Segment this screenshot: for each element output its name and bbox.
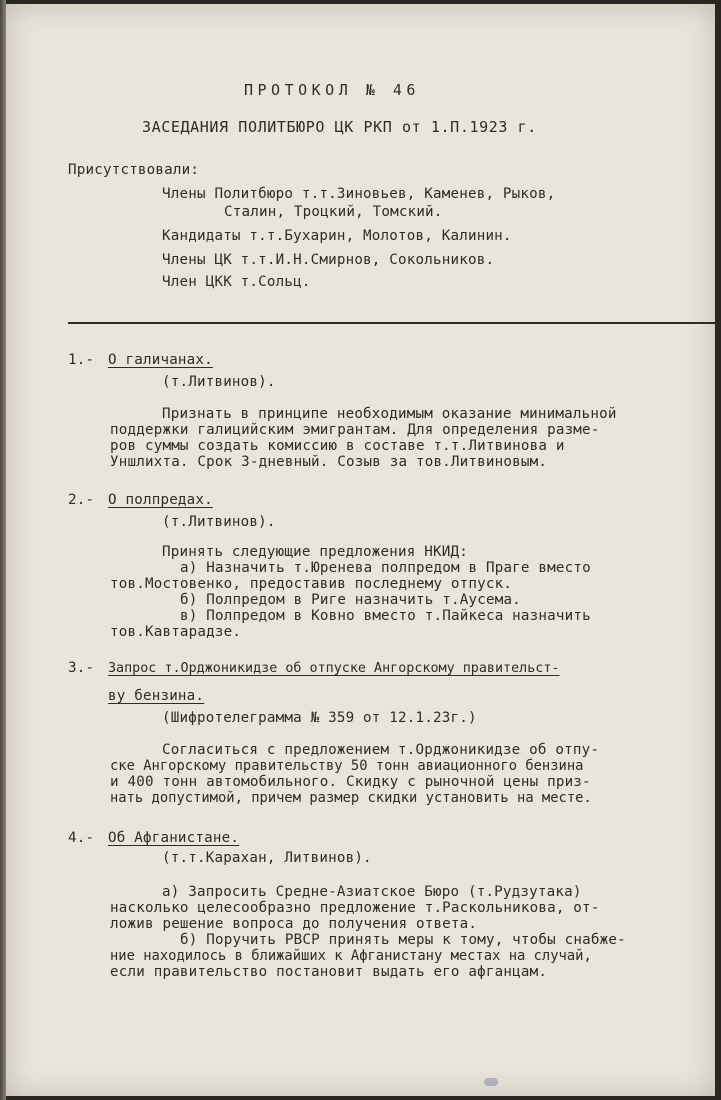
item-heading: О полпредах.	[108, 492, 213, 508]
item-body-line: и 400 тонн автомобильного. Скидку с рыночной цены приз-	[110, 774, 591, 790]
protocol-subtitle: ЗАСЕДАНИЯ ПОЛИТБЮРО ЦК РКП от 1.П.1923 г.	[142, 118, 537, 136]
attendance-heading: Присутствовали:	[68, 162, 200, 178]
item-body-line: тов.Мостовенко, предоставив последнему отпуск.	[110, 576, 513, 592]
item-body-line: ложив решение вопроса до получения ответа.	[110, 916, 478, 932]
item-number: 2.-	[68, 492, 95, 508]
item-number: 4.-	[68, 830, 95, 846]
item-speaker: (т.Литвинов).	[162, 514, 276, 530]
item-body-line: ров суммы создать комиссию в составе т.т.Литвинова и	[110, 438, 565, 454]
item-number: 3.-	[68, 660, 95, 676]
item-body-line: если правительство постановит выдать его афганцам.	[110, 964, 548, 980]
attendance-line: Член ЦКК т.Сольц.	[162, 274, 311, 290]
item-body-line: Признать в принципе необходимым оказание минимальной	[162, 406, 617, 422]
item-body-line: Согласиться с предложением т.Орджоникидзе об отпу-	[162, 742, 600, 758]
attendance-line: Кандидаты т.т.Бухарин, Молотов, Калинин.	[162, 228, 512, 244]
item-body-line: тов.Кавтарадзе.	[110, 624, 242, 640]
item-body-line: Принять следующие предложения НКИД:	[162, 544, 468, 560]
item-body-line: б) Поручить РВСР принять меры к тому, чтобы снабже-	[180, 932, 626, 948]
item-body-line: а) Запросить Средне-Азиатское Бюро (т.Рудзутака)	[162, 884, 582, 900]
item-heading-line1: Запрос т.Орджоникидзе об отпуске Ангорскому правительст-	[108, 661, 560, 676]
item-body-line: в) Полпредом в Ковно вместо т.Пайкеса назначить	[180, 608, 591, 624]
attendance-line: Сталин, Троцкий, Томский.	[224, 204, 443, 220]
item-heading: О галичанах.	[108, 352, 213, 368]
protocol-title: ПРОТОКОЛ № 46	[244, 81, 420, 99]
item-speaker: (т.Литвинов).	[162, 374, 276, 390]
item-body-line: Уншлихта. Срок 3-дневный. Созыв за тов.Литвиновым.	[110, 454, 548, 470]
document-sheet	[6, 4, 715, 1096]
attendance-line: Члены Политбюро т.т.Зиновьев, Каменев, Рыков,	[162, 186, 556, 202]
item-body-line: а) Назначить т.Юренева полпредом в Праге вместо	[180, 560, 591, 576]
attendance-line: Члены ЦК т.т.И.Н.Смирнов, Сокольников.	[162, 252, 495, 268]
item-body-line: б) Полпредом в Риге назначить т.Аусема.	[180, 592, 521, 608]
item-body-line: ние находилось в ближайших к Афганистану местах на случай,	[110, 948, 592, 964]
item-body-line: насколько целесообразно предложение т.Раскольникова, от-	[110, 900, 600, 916]
item-body-line: ске Ангорскому правительству 50 тонн авиационного бензина	[110, 758, 584, 774]
separator-rule	[68, 322, 715, 324]
item-heading: Об Афганистане.	[108, 830, 240, 846]
item-speaker: (т.т.Карахан, Литвинов).	[162, 850, 372, 866]
item-speaker: (Шифротелеграмма № 359 от 12.1.23г.)	[162, 710, 477, 726]
item-number: 1.-	[68, 352, 95, 368]
item-body-line: поддержки галицийским эмигрантам. Для определения разме-	[110, 422, 600, 438]
ink-mark	[484, 1078, 498, 1086]
item-heading-line2: ву бензина.	[108, 688, 205, 704]
item-body-line: нать допустимой, причем размер скидки установить на месте.	[110, 790, 592, 806]
